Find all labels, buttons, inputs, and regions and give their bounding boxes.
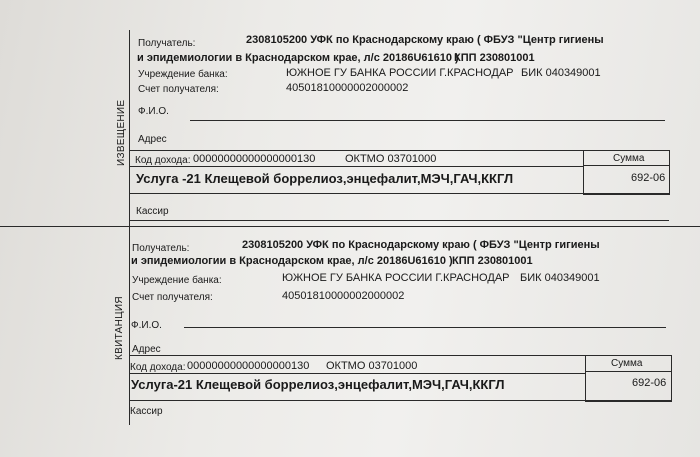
receipt-income-code: 00000000000000000130 bbox=[187, 360, 310, 372]
receipt-oktmo: ОКТМО 03701000 bbox=[326, 360, 418, 372]
receipt-service: Услуга-21 Клещевой боррелиоз,энцефалит,МЭЧ,ГАЧ,ККГЛ bbox=[131, 377, 505, 392]
receipt-income-code-label: Код дохода: bbox=[130, 362, 186, 373]
receipt-cashier-label: Кассир bbox=[130, 406, 163, 417]
notice-fio-label: Ф.И.О. bbox=[138, 106, 169, 117]
receipt-address-label: Адрес bbox=[132, 344, 161, 355]
receipt-sum-divider bbox=[585, 371, 671, 372]
receipt-sum-label: Сумма bbox=[611, 358, 643, 369]
notice-address-label: Адрес bbox=[138, 134, 167, 145]
receipt-fio-line bbox=[184, 327, 666, 328]
notice-bik: БИК 040349001 bbox=[521, 67, 601, 79]
notice-cashier-line bbox=[129, 220, 669, 221]
notice-bank-name: ЮЖНОЕ ГУ БАНКА РОССИИ Г.КРАСНОДАР bbox=[286, 67, 514, 79]
notice-income-code-label: Код дохода: bbox=[135, 155, 191, 166]
notice-service-bottom-line bbox=[129, 193, 669, 194]
receipt-amount: 692-06 bbox=[632, 377, 667, 389]
notice-oktmo: ОКТМО 03701000 bbox=[345, 153, 437, 165]
notice-recipient-label: Получатель: bbox=[138, 38, 196, 49]
notice-account-value: 40501810000002000002 bbox=[286, 82, 409, 94]
receipt-side-label: КВИТАНЦИЯ bbox=[114, 296, 125, 360]
notice-income-code: 00000000000000000130 bbox=[193, 153, 316, 165]
receipt-kpp: КПП 230801001 bbox=[452, 255, 533, 267]
receipt-account-value: 40501810000002000002 bbox=[282, 290, 405, 302]
notice-kpp: КПП 230801001 bbox=[454, 52, 535, 64]
notice-account-label: Счет получателя: bbox=[138, 84, 219, 95]
notice-side-label: ИЗВЕЩЕНИЕ bbox=[116, 99, 127, 166]
notice-fio-line bbox=[190, 120, 665, 121]
receipt-recipient-label: Получатель: bbox=[132, 243, 190, 254]
receipt-bank-name: ЮЖНОЕ ГУ БАНКА РОССИИ Г.КРАСНОДАР bbox=[282, 272, 510, 284]
receipt-service-bottom-line bbox=[129, 400, 671, 401]
notice-recipient-line2: и эпидемиологии в Краснодарском крае, л/с 20186U61610 ) bbox=[137, 52, 459, 64]
notice-bank-label: Учреждение банка: bbox=[138, 69, 228, 80]
notice-amount: 692-06 bbox=[631, 172, 666, 184]
section-separator bbox=[0, 226, 700, 227]
receipt-fio-label: Ф.И.О. bbox=[131, 320, 162, 331]
receipt-recipient-line2: и эпидемиологии в Краснодарском крае, л/с 20186U61610 ) bbox=[131, 255, 453, 267]
receipt-bank-label: Учреждение банка: bbox=[132, 275, 222, 286]
notice-cashier-label: Кассир bbox=[136, 206, 169, 217]
receipt-service-top-line bbox=[129, 373, 585, 374]
notice-service: Услуга -21 Клещевой боррелиоз,энцефалит,МЭЧ,ГАЧ,ККГЛ bbox=[136, 171, 514, 186]
notice-sum-label: Сумма bbox=[613, 153, 645, 164]
notice-service-top-line bbox=[129, 166, 583, 167]
receipt-bik: БИК 040349001 bbox=[520, 272, 600, 284]
receipt-account-label: Счет получателя: bbox=[132, 292, 213, 303]
notice-sum-divider bbox=[583, 165, 669, 166]
receipt-recipient-line1: 2308105200 УФК по Краснодарскому краю ( ФБУЗ "Центр гигиены bbox=[242, 239, 600, 251]
notice-recipient-line1: 2308105200 УФК по Краснодарскому краю ( ФБУЗ "Центр гигиены bbox=[246, 34, 604, 46]
